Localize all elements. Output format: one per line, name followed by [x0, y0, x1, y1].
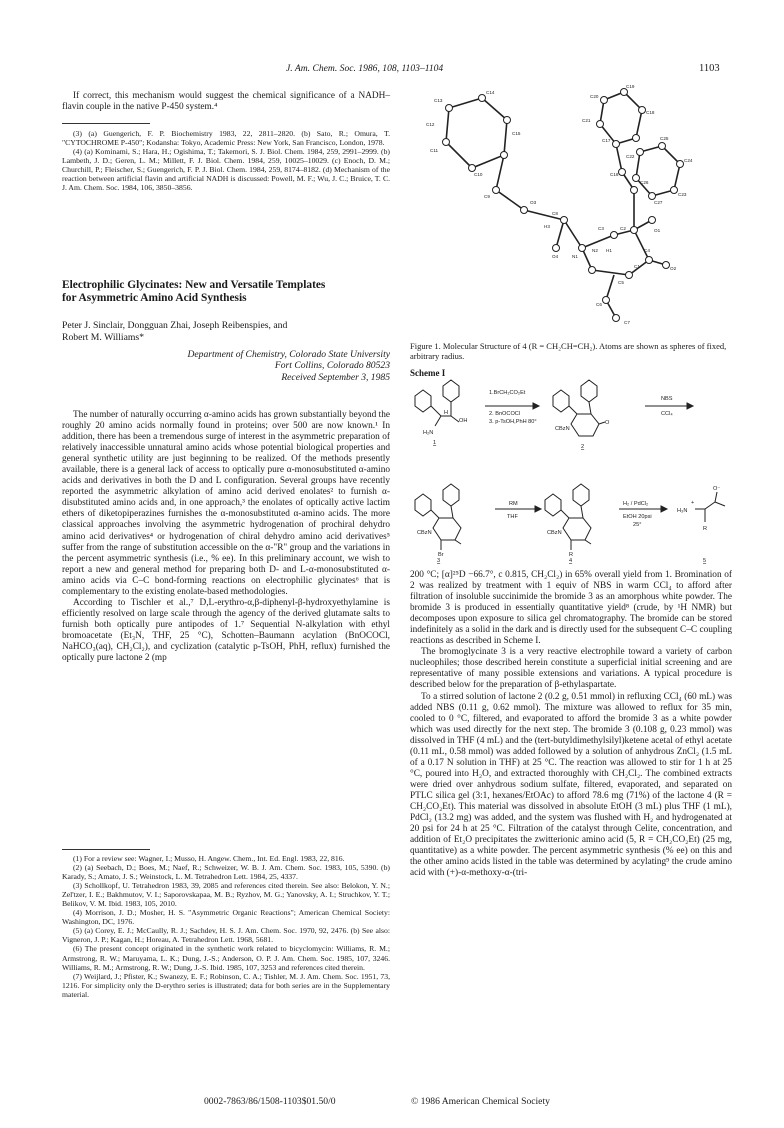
reagent-text: THF [507, 514, 518, 520]
atom-label: H1 [606, 248, 612, 253]
authors-line: Peter J. Sinclair, Dongguan Zhai, Joseph Reibenspies, and [62, 320, 288, 331]
atom-text: CBzN [417, 530, 432, 536]
scheme-label: Scheme I [410, 368, 446, 378]
phenyl-ring [443, 484, 459, 506]
phenyl-ring [443, 380, 459, 402]
body-paragraph: The bromoglycinate 3 is a very reactive electrophile toward a variety of carbon nucleophiles; those described herein constitute a superficial initial screening and are representative of many possible extensions and variations. A typical procedure is described below for the preparation of β-ethylaspartate. [410, 647, 732, 691]
bond-lines [446, 92, 680, 318]
phenyl-ring [415, 494, 431, 516]
atom-label: C3 [598, 226, 604, 231]
bond [524, 210, 564, 220]
footnote: (1) For a review see: Wagner, I.; Musso, H. Angew. Chem., Int. Ed. Engl. 1983, 22, 816. [73, 854, 345, 863]
reference: (4) (a) Kominami, S.; Hara, H.; Ogishima, T.; Takemori, S. J. Biol. Chem. 1984, 259, 2991–2999. (b) Lambeth, J. D.; Geren, L. M.; Millett, F. J. Biol. Chem. 1984, 259, 10025–10029. (c) Enoch, D. M.; Churchill, P.; Fleischer, S.; Guengerich, F. P. J. Biol. Chem. 1984, 259, 8174–8182. (d) Mechanism of the reaction between artificial flavin and artificial NADH is discussed: Powell, M. F.; Wu, J. C.; Bruice, T. C. J. Am. Chem. Soc. 1984, 106, 3850–3856. [62, 147, 390, 193]
atom-label: C16 [610, 172, 619, 177]
compound-number: 4 [569, 558, 573, 564]
affiliation [62, 349, 390, 383]
bond [561, 510, 569, 518]
body-right [410, 570, 732, 879]
atom-text: R [569, 552, 574, 558]
bond [496, 155, 504, 190]
footnote: (2) (a) Seebach, D.; Boes, M.; Naef, R.; Schweizer, W. B. J. Am. Chem. Soc. 1983, 105, 5390. (b) Karady, S.; Amato, J. S.; Weinstock, L. M. Tetrahedron Lett. 1984, 25, 4337. [62, 863, 390, 882]
reagent-text: 25° [633, 522, 642, 528]
atom-label: C21 [582, 118, 591, 123]
bond [705, 502, 715, 509]
intro-paragraph-container [62, 91, 390, 113]
footer-copyright: © 1986 American Chemical Society [411, 1096, 550, 1107]
figure-caption: Figure 1. Molecular Structure of 4 (R = CH₂CH=CH₂). Atoms are shown as spheres of fixed, arbitrary radius. [410, 341, 727, 362]
affiliation-line: Department of Chemistry, Colorado State University [187, 349, 390, 360]
atom-label: C26 [640, 180, 649, 185]
footnote: (3) Schollkopf, U. Tetrahedron 1983, 39, 2085 and references cited therein. See also: Belokon, Y. N.; Zel'tzer, I. E.; Bakhmutov, V. I.; Saporovskapaa, M. B.; Ryzhov, M. G.; Yanovsky, A. I.; Struchkov, Y. T.; Belikov, V. M. Ibid. 1983, 105, 2010. [62, 881, 390, 909]
bond [585, 540, 591, 544]
footnotes [62, 854, 390, 999]
compound-number: 2 [581, 444, 585, 450]
atom-label: O2 [670, 266, 677, 271]
received-date: Received September 3, 1985 [281, 371, 390, 383]
running-header: J. Am. Chem. Soc. 1986, 108, 1103–1104 [286, 63, 444, 74]
bond [715, 502, 725, 506]
atom-label: O4 [552, 254, 559, 259]
atom-label: C17 [602, 138, 611, 143]
title-line: for Asymmetric Amino Acid Synthesis [62, 292, 247, 304]
arrowhead [661, 506, 667, 512]
bond [592, 270, 629, 275]
footnote-rule [62, 123, 150, 124]
bond [451, 416, 459, 422]
page-number: 1103 [699, 63, 720, 74]
phenyl-ring-left [446, 98, 507, 168]
top-references [62, 129, 390, 192]
atom-label: C11 [430, 148, 439, 153]
atom-label: N2 [592, 248, 598, 253]
footnote: (6) The present concept originated in the synthetic work related to bicyclomycin: Williams, R. M.; Armstrong, R. W.; Maruyama, L. K.; Dung, J.-S.; Anderson, O. P. J. Am. Chem. Soc. 1985, 107, 3246. Williams, R. M.; Armstrong, R. W.; Dung, J.-S. Ibid. 1985, 107, 3253 and references cited therein. [62, 944, 390, 972]
authors-line: Robert M. Williams* [62, 331, 145, 343]
atom-label: C22 [626, 154, 635, 159]
bond [616, 144, 622, 172]
atom-label: O1 [654, 228, 661, 233]
atom-text: OH [459, 418, 468, 424]
atom-label: C23 [678, 192, 687, 197]
reagent-text: EtOH 20psi [623, 514, 652, 520]
atom-labels [426, 84, 693, 325]
bond [564, 220, 582, 248]
bond [582, 235, 614, 248]
atom-label: C14 [486, 90, 495, 95]
reagent-text: 3. p-TsOH,PhH 80° [489, 419, 537, 425]
affiliation-line: Fort Collins, Colorado 80523 [274, 360, 390, 372]
atom-label: C27 [654, 200, 663, 205]
compound-number: 3 [437, 558, 441, 564]
atom-text: CBzN [547, 530, 562, 536]
atom-label: C5 [618, 280, 624, 285]
bond [634, 230, 649, 260]
bond [581, 506, 583, 518]
atom-label: H3 [544, 224, 550, 229]
body-paragraph: According to Tischler et al.,⁷ D,L-erythro-α,β-diphenyl-β-hydroxyethylamine is efficiently resolved on large scale through the agency of the derived glutamate salts to furnish both optically pure antipodes of 1.⁷ Sequential N-alkylation with ethyl bromoacetate (Et₃N, THF, 25 °C), Schotten–Baumann acylation (BnOCOCl, NaHCO₃(aq), CH₂Cl₂), and cyclization (catalytic p-TsOH, PhH, reflux) furnished the optically pure lactone 2 (mp [62, 597, 390, 664]
bond [451, 506, 453, 518]
atom-label: C19 [626, 84, 635, 89]
authors [62, 320, 392, 343]
footer-code: 0002-7863/86/1508-1103$01.50/0 [204, 1096, 336, 1107]
scheme-drawing [405, 378, 735, 568]
bond [431, 510, 439, 518]
atom-label: C10 [474, 172, 483, 177]
atom-label: C18 [646, 110, 655, 115]
bond [589, 402, 591, 414]
phenyl-ring [415, 390, 431, 412]
reagent-text: CCl₄ [661, 411, 673, 417]
lactone-ring [563, 518, 591, 540]
molecular-structure-figure [404, 80, 734, 335]
phenyl-ring [573, 484, 589, 506]
atom-label: C2 [620, 226, 626, 231]
compound-number: 1 [433, 440, 437, 446]
bond [431, 406, 441, 416]
atom-label: C12 [426, 122, 435, 127]
atom-label: C7 [624, 320, 630, 325]
phenyl-ring [545, 494, 561, 516]
bond [455, 540, 461, 544]
atom-label: C4 [644, 248, 650, 253]
bond [715, 492, 717, 502]
arrowhead [535, 506, 541, 512]
atom-text: H [444, 410, 449, 416]
atom-text: H₂N [423, 430, 434, 436]
footnote-rule [62, 849, 150, 850]
arrowhead [533, 403, 539, 409]
article-title [62, 279, 392, 305]
atom-label: O3 [530, 200, 537, 205]
body-paragraph: The number of naturally occurring α-amino acids has grown substantially beyond the roughly 20 amino acids normally found in proteins; over 500 are now known.¹ In addition, there has been a tremendous surge of interest in the asymmetric preparation of relatively inaccessible unnatural amino acids whose potential biological properties and general synthetic utility are just beginning to be realized. Of the methods presently available, there is a general lack of access to optically pure α-monosubstituted α-amino acids and derivatives in both the D and L configuration. Several groups have recently reported the asymmetric alkylation of amino acid derived enolates² to furnish α-disubstituted amino acids and, in one approach,³ the enolates of optically active lactim ethers of diketopiperazines furnishes the α-monosubstituted α-amino acids. The more classical approaches involving the asymmetric hydrogenation of prochiral dehydro amino acid derivatives⁴ or hydrogenation of chiral dehydro amino acid derivatives⁵ suffer from the range of substitution accessible on the α-"R" group and the variations in the percent asymmetric synthesis (i.e., % ee). In this preliminary account, we wish to report a new and general method for preparing both D- and L-α-monosubstituted α-amino acids via C–C bond-forming reactions on electrophilic glycinates⁶ that is complementary to the existing enolate-based methodologies. [62, 410, 391, 597]
bond [496, 190, 524, 210]
atom-text: + [691, 500, 695, 506]
atom-label: C13 [434, 98, 443, 103]
atom-label: C24 [684, 158, 693, 163]
reagent-text: RM [509, 501, 518, 507]
phenyl-ring [581, 380, 597, 402]
lactone-ring [571, 414, 599, 436]
compound-number: 5 [703, 558, 707, 564]
atom-text: Br [438, 552, 444, 558]
reagent-text: 2. BnOCOCl [489, 411, 521, 417]
title-line: Electrophilic Glycinates: New and Versatile Templates [62, 279, 326, 291]
body-paragraph: 200 °C; [α]²⁵D −66.7°, c 0.815, CH₂Cl₂) in 65% overall yield from 1. Bromination of 2 was realized by treatment with 1 equiv of NBS in warm CCl₄ to afford after filtration of insoluble succinimide the bromide 3 as an amorphous white powder. The bromide 3 is produced in essentially quantitative yield⁸ (crude, by ¹H NMR) but decomposes upon exposure to silica gel chromatography. The bromide can be stored indefinitely as a solid in the dark and is directly used for the subsequent C–C coupling reactions as described in Scheme I. [410, 570, 732, 647]
atom-label: C20 [590, 94, 599, 99]
arrowhead [687, 403, 693, 409]
atom-text: CBzN [555, 426, 570, 432]
bond [435, 416, 441, 426]
lactone-ring [433, 518, 461, 540]
body-paragraph: To a stirred solution of lactone 2 (0.2 g, 0.51 mmol) in refluxing CCl₄ (60 mL) was added NBS (0.11 g, 0.62 mmol). The mixture was allowed to reflux for 35 min, cooled to 0 °C, filtered, and evaporated to afford the bromide 3 as a white powder which was used directly for the next step. The bromide 3 (0.108 g, 0.23 mmol) was dissolved in THF (4 mL) and the (tert-butyldimethylsilyl)ketene acetal of ethyl acetate (0.11 mL, 0.58 mmol) was added followed by a solution of anhydrous ZnCl₂ (1.5 mL of a 0.17 N solution in THF) at 25 °C. The reaction was allowed to stir for 1 h at 25 °C, poured into H₂O, and extracted thoroughly with CH₂Cl₂. The combined extracts were dried over anhydrous sodium sulfate, filtered, evaporated, and separated on PTLC silica gel (3:1, hexanes/EtOAc) to afford 78.6 mg (71%) of the lactone 4 (R = CH₂CO₂Et). This material was dissolved in absolute EtOH (3 mL) plus THF (1 mL), PdCl₂ (13.2 mg) was added, and the system was flushed with H₂ and hydrogenated at 20 psi for 24 h at 25 °C. Filtration of the catalyst through Celite, concentration, and addition of Et₂O precipitates the zwitterionic amino acid (5, R = CH₂CO₂Et) (25 mg, quantitative) as a white powder. The percent asymmetric synthesis (% ee) on this and the other amino acids listed in the table was determined by acylating⁹ the crude amino acid with (+)-α-methoxy-α-(tri- [410, 691, 732, 879]
intro-paragraph: If correct, this mechanism would suggest the chemical significance of a NADH–flavin couple in the native P-450 system.⁴ [62, 91, 390, 113]
bond [556, 220, 564, 248]
reference: (3) (a) Guengerich, F. P. Biochemistry 1983, 22, 2811–2820. (b) Sato, R.; Omura, T. "CYTOCHROME P-450"; Kodansha: Tokyo, Academic Press: New York, San Francisco, London, 1978. [62, 129, 390, 148]
atom-label: C15 [512, 131, 521, 136]
body-left [62, 410, 390, 664]
reagent-text: 1.BrCH₂CO₂Et [489, 390, 526, 396]
footnote: (4) Morrison, J. D.; Mosher, H. S. "Asymmetric Organic Reactions"; American Chemical Society: Washington, DC, 1976. [62, 908, 390, 927]
atom-label: N1 [572, 254, 578, 259]
reagent-text: NBS [661, 396, 673, 402]
atom-text: H₃N [677, 508, 688, 514]
phenyl-ring [553, 390, 569, 412]
atom-label: C9 [484, 194, 490, 199]
atom-label: C1 [634, 264, 640, 269]
atom-label: C25 [660, 136, 669, 141]
atom-text: O [605, 420, 610, 426]
atom-label: C8 [552, 211, 558, 216]
footnote: (7) Weijlard, J.; Pfister, K.; Swanezy, E. F.; Robinson, C. A.; Tishler, M. J. Am. Chem. Soc. 1951, 73, 1216. For simplicity only the D-erythro series is illustrated; data for both series are in the Supplementary material. [62, 971, 390, 999]
footnote: (5) (a) Corey, E. J.; McCaully, R. J.; Sachdev, H. S. J. Am. Chem. Soc. 1970, 92, 2476. (b) See also: Vigneron, J. P.; Kagan, H.; Horeau, A. Tetrahedron Lett. 1968, 5681. [62, 926, 390, 945]
atom-text: R [703, 526, 708, 532]
atom-text: O⁻ [713, 486, 721, 492]
atom-label: C6 [596, 302, 602, 307]
bond [569, 406, 577, 414]
reagent-text: H₂ / PdCl₂ [623, 501, 649, 507]
atom-spheres [443, 89, 684, 322]
